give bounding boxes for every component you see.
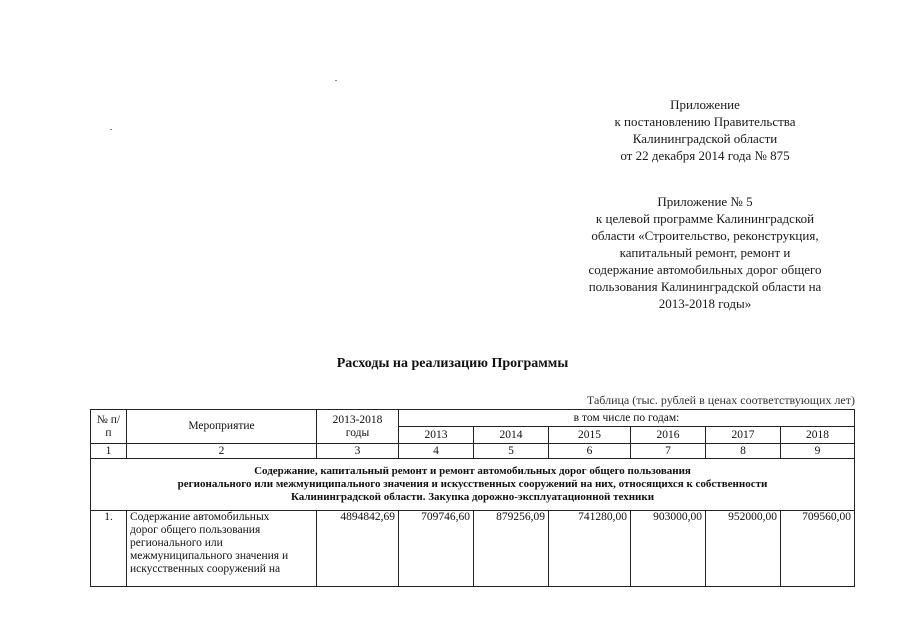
header-year: 2018 xyxy=(781,427,855,444)
attachment-line: от 22 декабря 2014 года № 875 xyxy=(620,148,790,163)
attachment5-line: Приложение № 5 xyxy=(657,194,753,209)
row-value-2017: 952000,00 xyxy=(706,511,781,587)
row-num: 1. xyxy=(91,511,127,587)
document-title: Расходы на реализацию Программы xyxy=(336,356,569,371)
scan-speck xyxy=(335,80,337,81)
attachment5-line: пользования Калининградской области на xyxy=(588,279,822,294)
attachment-line: к постановлению Правительства xyxy=(614,114,796,129)
attachment5-header xyxy=(560,193,850,312)
section-row xyxy=(91,459,855,511)
table-note: Таблица (тыс. рублей в ценах соответствующих лет) xyxy=(586,393,855,407)
attachment-header xyxy=(560,96,850,164)
attachment5-line: содержание автомобильных дорог общего xyxy=(588,262,822,277)
attachment-line: Приложение xyxy=(670,97,740,112)
attachment5-line: области «Строительство, реконструкция, xyxy=(591,228,819,243)
row-value-2013: 709746,60 xyxy=(399,511,474,587)
column-number: 6 xyxy=(549,444,631,459)
header-year: 2017 xyxy=(706,427,781,444)
row-value-2016: 903000,00 xyxy=(631,511,706,587)
section-line: Содержание, капитальный ремонт и ремонт автомобильных дорог общего пользования xyxy=(254,465,691,477)
row-value-2018: 709560,00 xyxy=(781,511,855,587)
section-line: регионального или межмуниципального значения и искусственных сооружений на них, относящихся к собственности xyxy=(177,478,768,490)
column-number: 2 xyxy=(127,444,317,459)
header-measure: Мероприятие xyxy=(127,410,317,444)
header-year: 2016 xyxy=(631,427,706,444)
header-total: 2013-2018 годы xyxy=(317,410,399,444)
section-title xyxy=(91,459,855,511)
header-row xyxy=(91,410,855,427)
attachment5-line: капитальный ремонт, ремонт и xyxy=(619,245,791,260)
column-number: 5 xyxy=(474,444,549,459)
column-number: 7 xyxy=(631,444,706,459)
column-number: 8 xyxy=(706,444,781,459)
row-total: 4894842,69 xyxy=(317,511,399,587)
header-including: в том числе по годам: xyxy=(399,410,855,427)
row-measure-line: искусственных сооружений на xyxy=(130,563,281,575)
row-measure-line: Содержание автомобильных xyxy=(130,511,270,523)
header-num: № п/п xyxy=(91,410,127,444)
attachment5-line: к целевой программе Калининградской xyxy=(595,211,815,226)
expenses-table xyxy=(90,409,855,587)
section-line: Калининградской области. Закупка дорожно-эксплуатационной техники xyxy=(290,491,655,503)
table-row xyxy=(91,511,855,587)
header-year: 2014 xyxy=(474,427,549,444)
header-year: 2013 xyxy=(399,427,474,444)
column-number: 4 xyxy=(399,444,474,459)
row-measure-line: дорог общего пользования xyxy=(130,524,261,536)
attachment-line: Калининградской области xyxy=(632,131,778,146)
row-measure xyxy=(127,511,317,587)
row-measure-line: регионального или xyxy=(130,537,223,549)
column-number: 1 xyxy=(91,444,127,459)
column-number: 9 xyxy=(781,444,855,459)
column-number: 3 xyxy=(317,444,399,459)
header-year: 2015 xyxy=(549,427,631,444)
row-value-2014: 879256,09 xyxy=(474,511,549,587)
column-number-row xyxy=(91,444,855,459)
row-measure-line: межмуниципального значения и xyxy=(130,550,289,562)
scan-speck xyxy=(110,129,112,130)
attachment5-line: 2013-2018 годы» xyxy=(658,296,752,311)
row-value-2015: 741280,00 xyxy=(549,511,631,587)
